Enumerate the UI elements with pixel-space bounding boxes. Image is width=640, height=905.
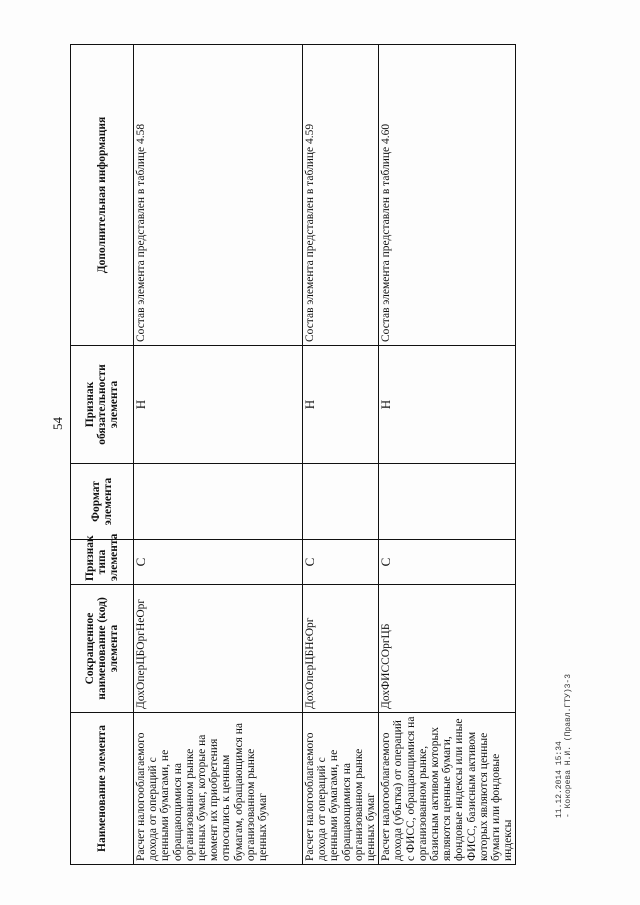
- header-code: Сокращенное наименование (код) элемента: [71, 585, 134, 713]
- footer-timestamp: 11.12.2014 15:34: [555, 741, 564, 818]
- cell-format: [134, 464, 303, 540]
- cell-name: Расчет налогооблагаемого дохода от операций с ценными бумагами, не обращающимися на организованном рынке ценных бумаг, которые на момент их приобретения относились к ценным бумагам, обращающимся на организованном рынке ценных бумаг: [134, 713, 303, 865]
- table-row: [379, 45, 516, 865]
- cell-type: С: [134, 540, 303, 585]
- cell-type: С: [379, 540, 516, 585]
- table-header-row: [71, 45, 134, 865]
- header-name: Наименование элемента: [71, 713, 134, 865]
- rotated-page: [70, 45, 515, 865]
- header-format: Формат элемента: [71, 464, 134, 540]
- cell-code: ДохФИССОргЦБ: [379, 585, 516, 713]
- cell-required: Н: [303, 346, 379, 464]
- cell-required: Н: [379, 346, 516, 464]
- page-number: 54: [50, 417, 65, 430]
- cell-format: [379, 464, 516, 540]
- elements-table: [70, 44, 516, 865]
- cell-code: ДохОперЦБОргНеОрг: [134, 585, 303, 713]
- cell-name: Расчет налогооблагаемого дохода от операций с ценными бумагами, не обращающимися на организованном рынке ценных бумаг: [303, 713, 379, 865]
- cell-required: Н: [134, 346, 303, 464]
- cell-code: ДохОперЦБНеОрг: [303, 585, 379, 713]
- header-info: Дополнительная информация: [71, 45, 134, 346]
- footer-author: - Кокорева Н.И. (Правл.ГТУ)3-3: [564, 673, 573, 818]
- cell-info: Состав элемента представлен в таблице 4.58: [134, 45, 303, 346]
- cell-format: [303, 464, 379, 540]
- header-required: Признак обязательности элемента: [71, 346, 134, 464]
- cell-info: Состав элемента представлен в таблице 4.60: [379, 45, 516, 346]
- cell-name: Расчет налогооблагаемого дохода (убытка) от операций с ФИСС, обращающимися на организованном рынке, базисным активом которых являются ценные бумаги, фондовые индексы или иные ФИСС, базисным активом которых являются ценные бумаги или фондовые индексы: [379, 713, 516, 865]
- table-row: [303, 45, 379, 865]
- header-type: Признак типа элемента: [71, 540, 134, 585]
- table-row: [134, 45, 303, 865]
- cell-info: Состав элемента представлен в таблице 4.59: [303, 45, 379, 346]
- cell-type: С: [303, 540, 379, 585]
